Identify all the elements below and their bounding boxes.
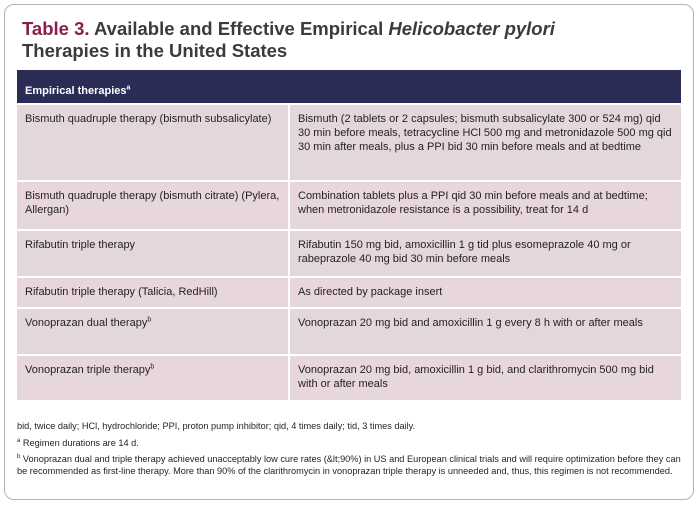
footnote-b: $^b$ Vonoprazan dual and triple therapy achieved unacceptably low cure rates (&lt;90%) in US and European clinical trials and will require optimization before they can be recommended as first-line therapy. More than 90% of the clarithromycin in vonoprazan triple therapy is unneeded and, thus, this regimen is not recommended. (17, 453, 681, 476)
therapy-cell: Bismuth quadruple therapy (bismuth citrate) (Pylera, Allergan) (17, 181, 289, 230)
therapy-cell: Rifabutin triple therapy (17, 230, 289, 277)
table-header-row (17, 70, 681, 104)
abbreviations-note: bid, twice daily; HCl, hydrochloride; PPI, proton pump inhibitor; qid, 4 times daily; tid, 3 times daily. (17, 421, 416, 431)
regimen-cell: Vonoprazan 20 mg bid and amoxicillin 1 g every 8 h with or after meals (289, 308, 681, 355)
table-footnotes (17, 420, 681, 481)
therapy-cell: Vonoprazan dual therapy$^b$ (17, 308, 289, 355)
title-line2: Therapies in the United States (22, 40, 288, 61)
table-row (17, 181, 681, 230)
therapy-cell: Bismuth quadruple therapy (bismuth subsalicylate) (17, 104, 289, 181)
regimen-cell: Vonoprazan 20 mg bid, amoxicillin 1 g bid, and clarithromycin 500 mg bid with or after meals (289, 355, 681, 400)
table-title (22, 18, 682, 62)
regimen-cell: Bismuth (2 tablets or 2 capsules; bismuth subsalicylate 300 or 524 mg) qid 30 min before meals, tetracycline HCl 500 mg and metronidazole 500 mg qid 30 min after meals, plus a PPI bid 30 min before meals and at bedtime (289, 104, 681, 181)
table-row (17, 277, 681, 308)
therapies-table (17, 70, 681, 400)
table-row (17, 355, 681, 400)
regimen-cell: Combination tablets plus a PPI qid 30 min before meals and at bedtime; when metronidazole resistance is a possibility, treat for 14 d (289, 181, 681, 230)
regimen-cell: Rifabutin 150 mg bid, amoxicillin 1 g tid plus esomeprazole 40 mg or rabeprazole 40 mg bid 30 min before meals (289, 230, 681, 277)
title-text: Available and Effective Empirical (93, 18, 389, 39)
therapy-cell: Vonoprazan triple therapy$^b$ (17, 355, 289, 400)
header-footnote-mark: a (126, 84, 131, 92)
table-row (17, 104, 681, 181)
footnote-mark: b (147, 316, 152, 324)
table-row (17, 308, 681, 355)
table-header: Empirical therapies$^a$ (17, 70, 681, 104)
footnote-mark: b (150, 363, 155, 371)
table-row (17, 230, 681, 277)
therapy-cell: Rifabutin triple therapy (Talicia, RedHill) (17, 277, 289, 308)
table-number: Table 3. (22, 18, 90, 39)
regimen-cell: As directed by package insert (289, 277, 681, 308)
title-organism: Helicobacter pylori (388, 18, 555, 39)
footnote-a: $^a$ Regimen durations are 14 d. (17, 437, 139, 448)
